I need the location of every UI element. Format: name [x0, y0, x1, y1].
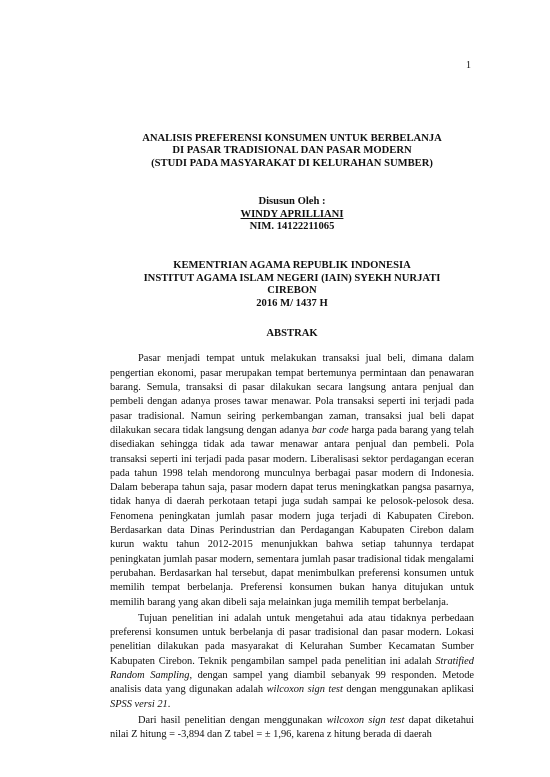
- institution-line-3: CIREBON: [267, 285, 317, 297]
- document-body: [110, 133, 474, 742]
- abstract-paragraph-3: Dari hasil penelitian dengan menggunakan wilcoxon sign test dapat diketahui nilai Z hitung = -3,894 dan Z tabel = ± 1,96, karena z hitung berada di daerah: [110, 714, 474, 741]
- title-line-1: ANALISIS PREFERENSI KONSUMEN UNTUK BERBELANJA: [142, 133, 442, 144]
- abstract-paragraph-2: Tujuan penelitian ini adalah untuk mengetahui ada atau tidaknya perbedaan preferensi konsumen untuk berbelanja di pasar tradisional dan pasar modern. Lokasi penelitian dilakukan pada masyarakat di Kelurahan Sumber Kecamatan Sumber Kabupaten Cirebon. Teknik pengambilan sampel pada penelitian ini adalah Stratified Random Sampling, dengan sampel yang diambil sebanyak 99 responden. Metode analisis data yang digunakan adalah wilcoxon sign test dengan menggunakan aplikasi SPSS versi 21.: [110, 612, 474, 710]
- title-line-2: DI PASAR TRADISIONAL DAN PASAR MODERN: [172, 145, 412, 157]
- abstract-body: [110, 352, 474, 742]
- author-nim: NIM. 14122211065: [249, 221, 335, 233]
- title-block: [110, 133, 474, 170]
- italic-term: wilcoxon sign test: [326, 714, 405, 726]
- italic-term: bar code: [311, 424, 349, 436]
- abstract-paragraph-1: Pasar menjadi tempat untuk melakukan transaksi jual beli, dimana dalam pengertian ekonomi, pasar merupakan tempat bertemunya permintaan dan penawaran barang. Semula, transaksi di pasar dilakukan secara langsung antara penjual dan pembeli dengan adanya proses tawar menawar. Pola transaksi seperti ini terjadi pada pasar tradisional. Namun seiring perkembangan zaman, transaksi jual beli dapat dilakukan secara tidak langsung dengan adanya bar code harga pada barang yang telah disediakan sehingga tidak ada tawar menawar antara penjual dan pembeli. Pola transaksi seperti ini terjadi pada pasar modern. Liberalisasi sektor perdagangan eceran pada tahun 1998 telah mendorong munculnya berbagai pasar modern di Indonesia. Dalam beberapa tahun saja, pasar modern dapat terus meningkatkan pangsa pasarnya, tidak hanya di daerah perkotaan tetapi juga sudah sampai ke pelosok-pelosok desa. Fenomena peningkatan jumlah pasar modern juga terjadi di Kabupaten Cirebon. Berdasarkan data Dinas Perindustrian dan Perdagangan Kabupaten Cirebon dalam kurun waktu tahun 2012-2015 menunjukkan bahwa setiap tahunnya terdapat peningkatan jumlah pasar modern, sementara jumlah pasar tradisional tidak mengalami perubahan. Berdasarkan hal tersebut, dapat menimbulkan preferensi konsumen untuk memilih tempat berbelanja. Preferensi konsumen bukan hanya ditujukan untuk memilih barang yang akan dibeli saja melainkan juga memilih tempat berbelanja.: [110, 353, 475, 608]
- institution-line-2: INSTITUT AGAMA ISLAM NEGERI (IAIN) SYEKH NURJATI: [143, 272, 441, 284]
- abstract-heading: ABSTRAK: [266, 328, 318, 340]
- institution-line-1: KEMENTRIAN AGAMA REPUBLIK INDONESIA: [173, 260, 411, 272]
- italic-term: Stratified Random Sampling: [110, 655, 474, 681]
- institution-block: [110, 260, 474, 310]
- page-number: 1: [466, 60, 471, 71]
- italic-term: wilcoxon sign test: [266, 684, 343, 696]
- author-block: [110, 196, 474, 233]
- italic-term: SPSS versi 21: [110, 698, 168, 710]
- institution-year: 2016 M/ 1437 H: [256, 297, 328, 309]
- author-label: Disusun Oleh :: [258, 196, 326, 208]
- author-name: WINDY APRILLIANI: [240, 208, 344, 220]
- title-line-3: (STUDI PADA MASYARAKAT DI KELURAHAN SUMBER): [151, 157, 433, 169]
